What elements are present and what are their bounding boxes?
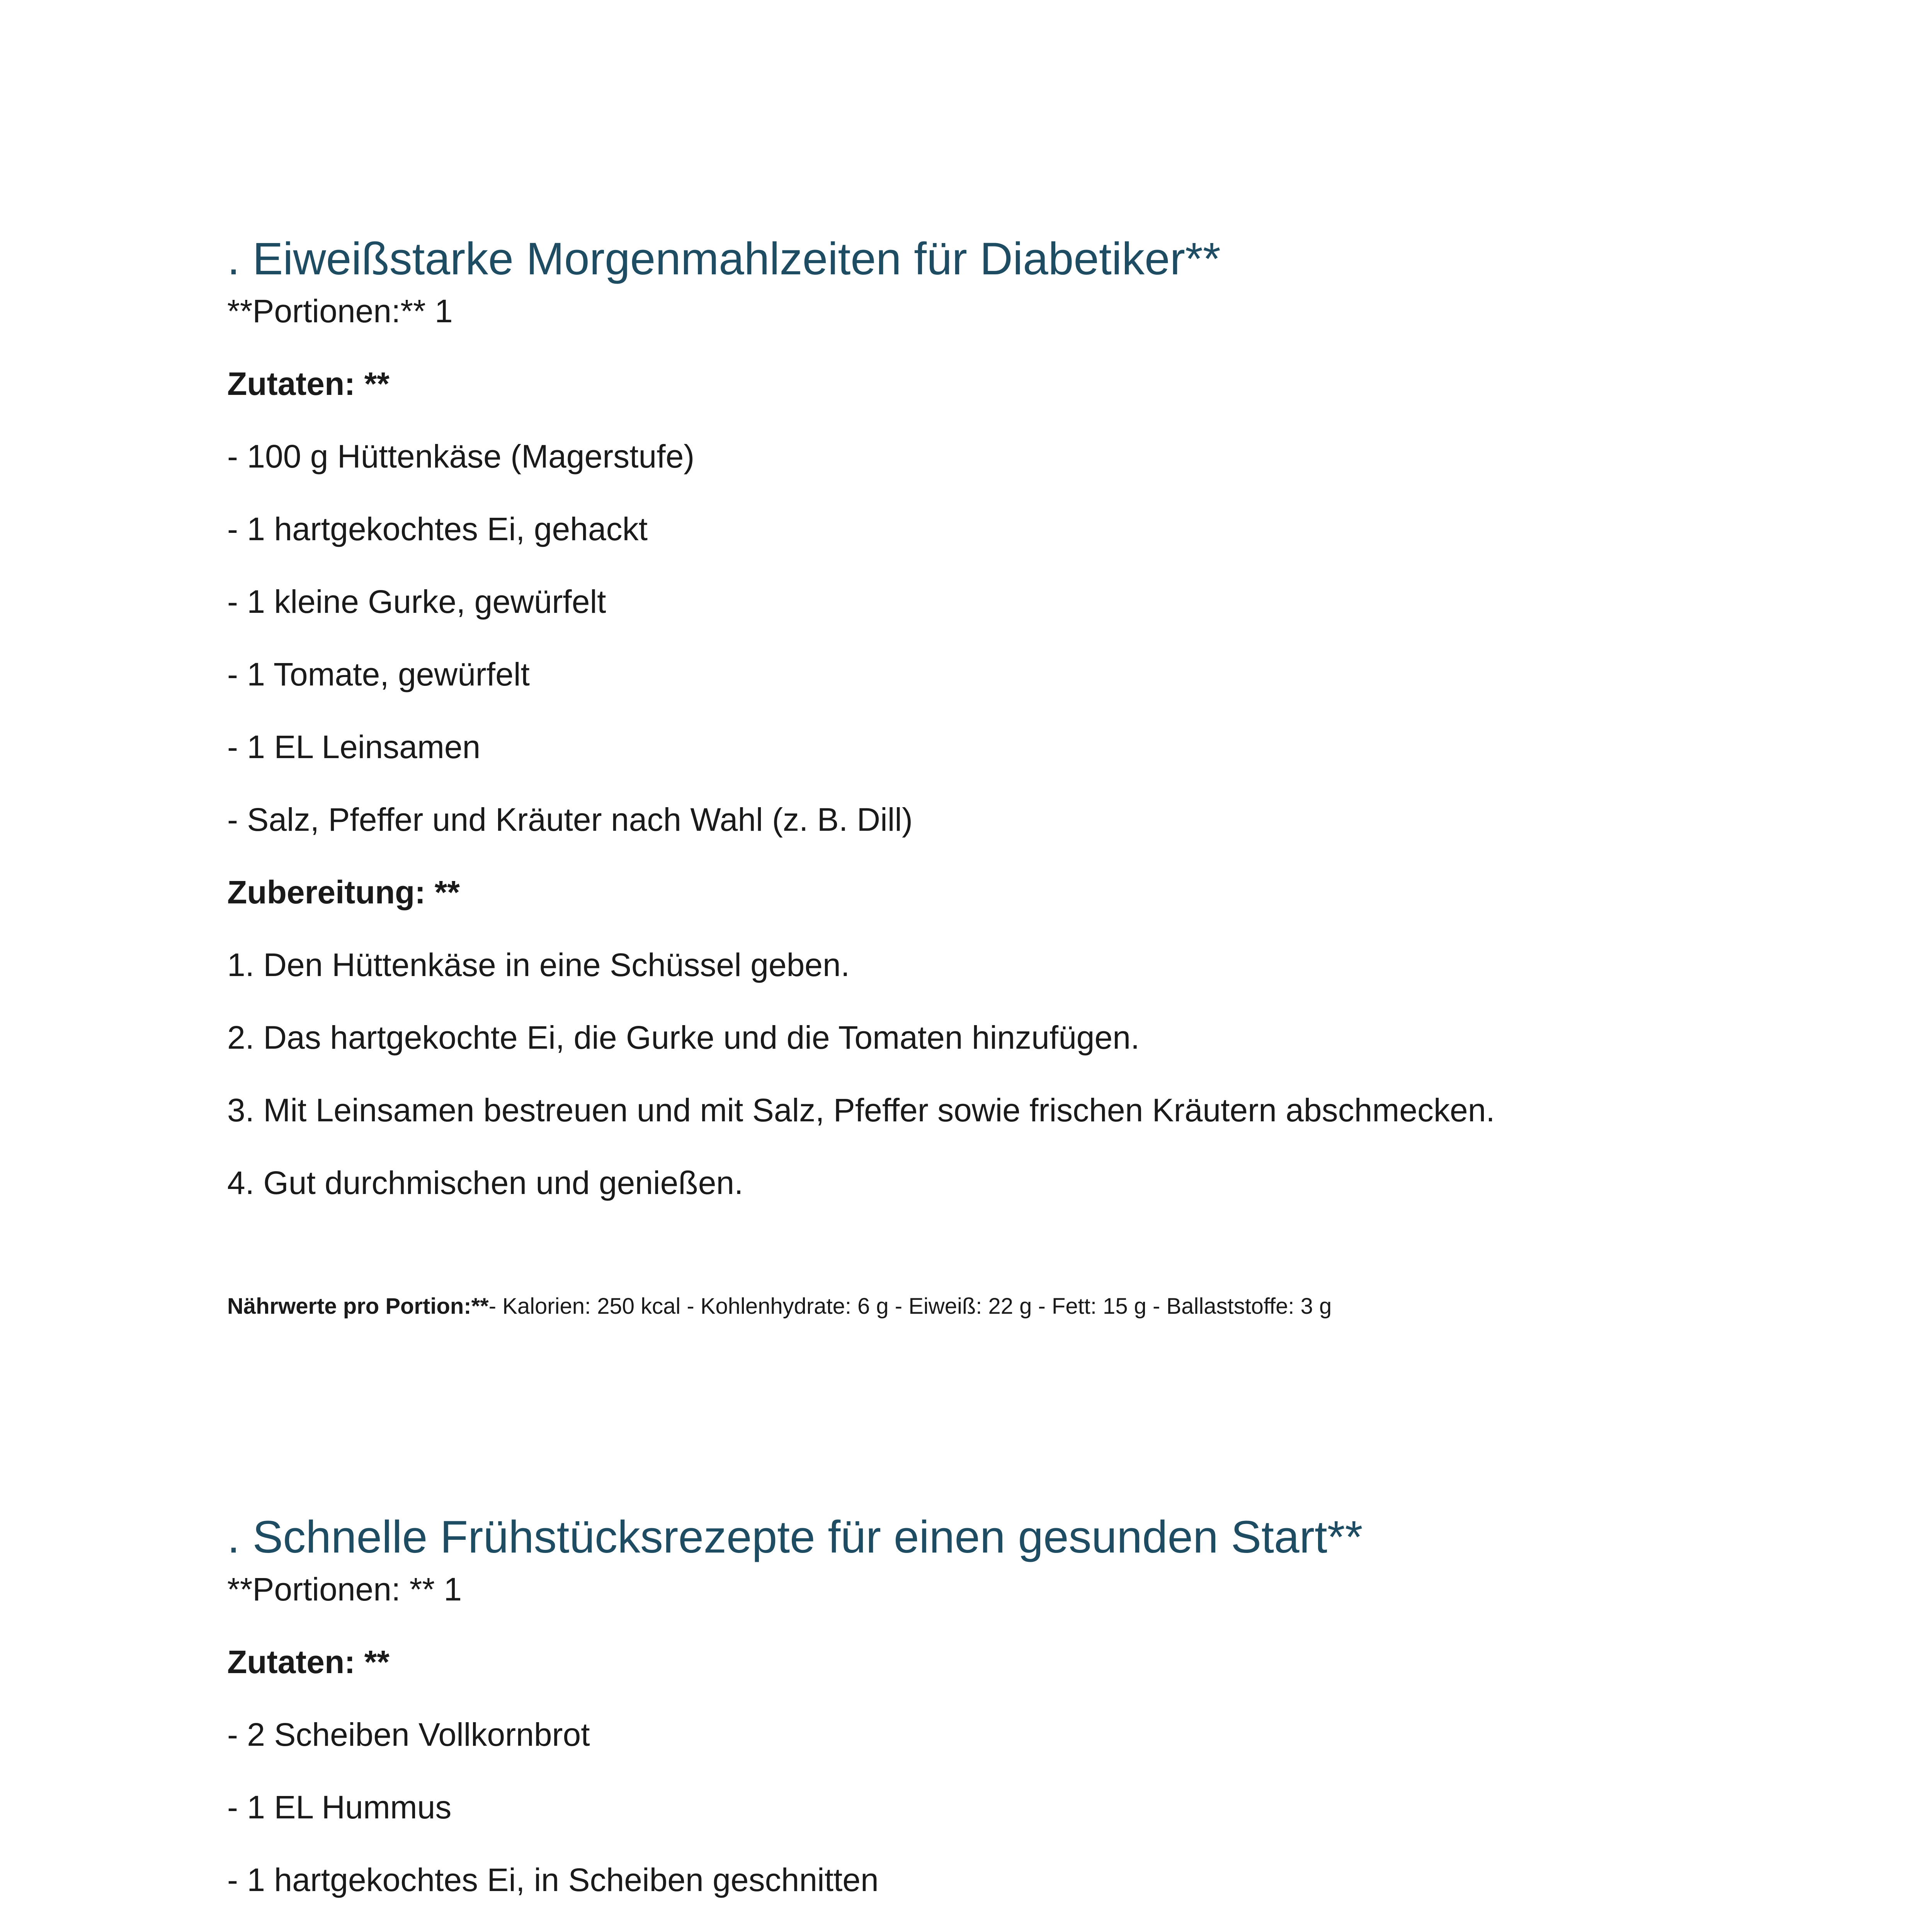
nutrition-values: - Kalorien: 250 kcal - Kohlenhydrate: 6 g - Eiweiß: 22 g - Fett: 15 g - Ballaststoffe: 3 g: [488, 1294, 1332, 1319]
ingredient-item: - 1 kleine Gurke, gewürfelt: [227, 583, 606, 620]
ingredients-heading: Zutaten: **: [227, 366, 390, 402]
ingredients-list: [227, 1715, 1696, 1932]
preparation-step: 1. Den Hüttenkäse in eine Schüssel geben.: [227, 947, 850, 983]
ingredients-list: [227, 437, 1696, 839]
recipe-title: . Eiweißstarke Morgenmahlzeiten für Diabetiker**: [227, 233, 1221, 284]
ingredient-item: - 1 Tomate, gewürfelt: [227, 656, 530, 692]
preparation-steps: [227, 946, 1696, 1202]
ingredient-item: - 1 hartgekochtes Ei, gehackt: [227, 511, 648, 547]
recipe-title: . Schnelle Frühstücksrezepte für einen gesunden Start**: [227, 1512, 1363, 1563]
preparation-heading: Zubereitung: **: [227, 874, 460, 910]
ingredient-item: - 2 Scheiben Vollkornbrot: [227, 1716, 590, 1753]
preparation-step: 4. Gut durchmischen und genießen.: [227, 1165, 743, 1201]
ingredient-item: - Salz, Pfeffer und Kräuter nach Wahl (z. B. Dill): [227, 801, 913, 838]
ingredient-item: - 100 g Hüttenkäse (Magerstufe): [227, 438, 695, 474]
ingredient-item: - 1 EL Hummus: [227, 1789, 452, 1825]
preparation-step: 2. Das hartgekochte Ei, die Gurke und die Tomaten hinzufügen.: [227, 1019, 1140, 1056]
recipe-section: [227, 226, 1696, 1322]
ingredient-item: - 1 EL Leinsamen: [227, 729, 481, 765]
recipe-portions: **Portionen: ** 1: [227, 1571, 462, 1607]
recipe-section: [227, 1504, 1696, 1932]
nutrition-info: [227, 1291, 1696, 1322]
ingredients-heading: Zutaten: **: [227, 1644, 390, 1680]
nutrition-label: Nährwerte pro Portion:**: [227, 1294, 489, 1319]
ingredient-item: - 1 hartgekochtes Ei, in Scheiben geschnitten: [227, 1862, 879, 1898]
recipe-portions: **Portionen:** 1: [227, 293, 453, 329]
preparation-step: 3. Mit Leinsamen bestreuen und mit Salz, Pfeffer sowie frischen Kräutern abschmecken.: [227, 1092, 1495, 1128]
